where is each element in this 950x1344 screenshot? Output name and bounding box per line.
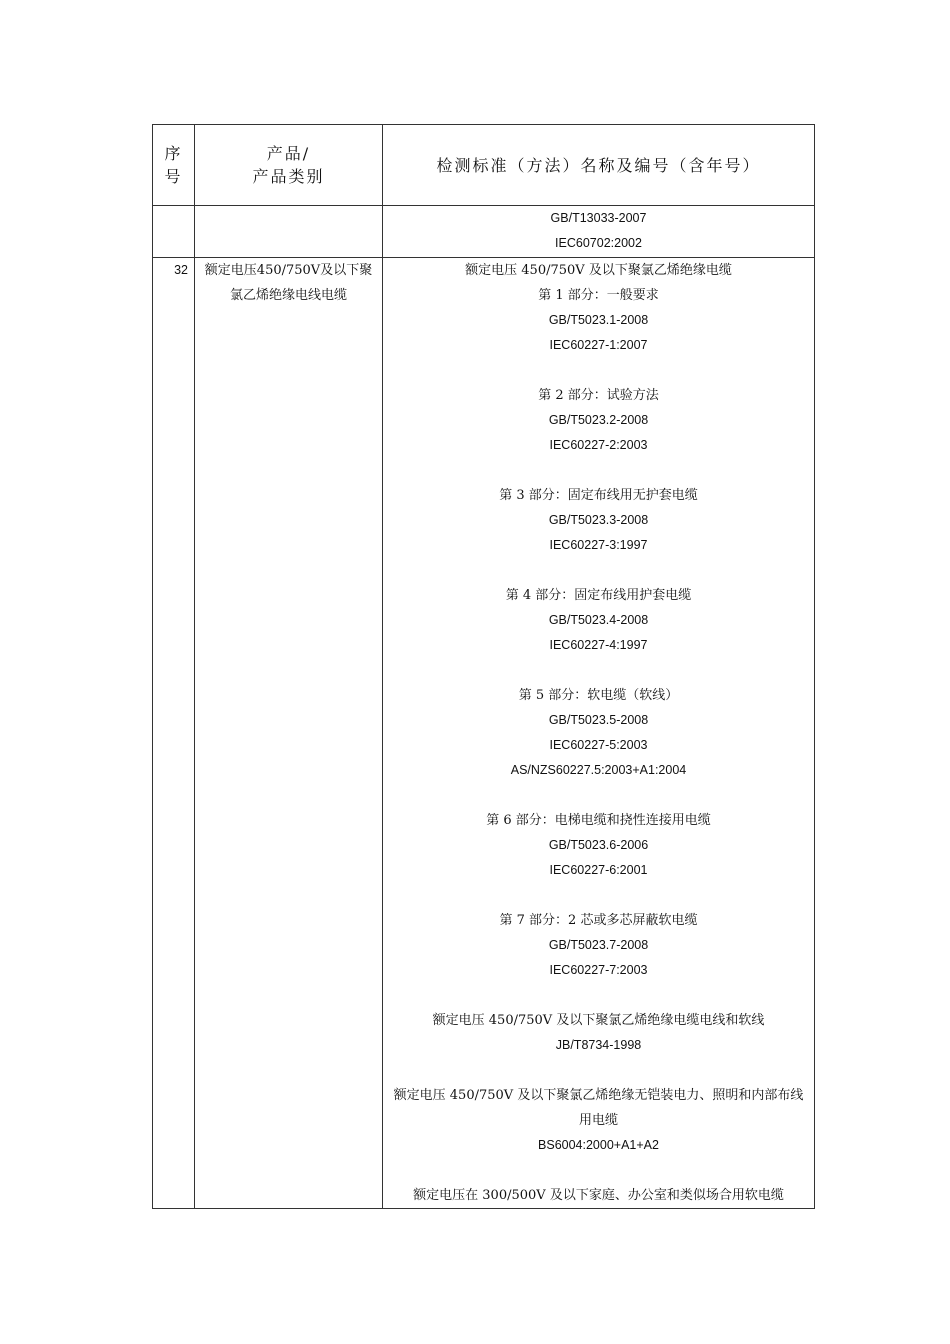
standard-line: 第 2 部分：试验方法 (538, 388, 659, 403)
standard-line: IEC60227-3:1997 (549, 538, 648, 552)
standard-line: GB/T13033-2007 (550, 211, 647, 225)
header-standard: 检测标准（方法）名称及编号（含年号） (383, 125, 815, 206)
line-spacer (383, 1058, 814, 1083)
header-seq-line-2: 号 (164, 167, 183, 186)
row-seq-cell: 32 (153, 258, 195, 1209)
line-spacer (383, 783, 814, 808)
header-product (195, 125, 383, 206)
header-row (153, 125, 815, 206)
header-product-line-1: 产品/ (266, 144, 311, 163)
standard-line: GB/T5023.2-2008 (548, 413, 649, 427)
header-product-line-2: 产品类别 (252, 167, 325, 186)
table-row-32 (153, 258, 815, 1209)
standard-line: GB/T5023.7-2008 (548, 938, 649, 952)
line-spacer (383, 883, 814, 908)
standard-line: 第 7 部分：2 芯或多芯屏蔽软电缆 (499, 913, 698, 928)
standard-line: 额定电压在 300/500V 及以下家庭、办公室和类似场合用软电缆 (413, 1188, 784, 1203)
table-row-continued (153, 206, 815, 258)
row-product-cell: 额定电压450/750V及以下聚氯乙烯绝缘电线电缆 (195, 258, 383, 1209)
standard-line: GB/T5023.5-2008 (548, 713, 649, 727)
cont-seq-cell (153, 206, 195, 258)
standard-line: 第 4 部分：固定布线用护套电缆 (505, 588, 692, 603)
line-spacer (383, 983, 814, 1008)
standard-line: IEC60227-5:2003 (549, 738, 648, 752)
standard-line: IEC60227-1:2007 (549, 338, 648, 352)
standard-line: IEC60227-7:2003 (549, 963, 648, 977)
line-spacer (383, 658, 814, 683)
cont-standard-cell (383, 206, 815, 258)
standard-line: 第 5 部分：软电缆（软线） (518, 688, 679, 703)
standard-line: 第 3 部分：固定布线用无护套电缆 (499, 488, 698, 503)
cont-product-cell (195, 206, 383, 258)
line-spacer (383, 1158, 814, 1183)
standard-line: IEC60702:2002 (555, 236, 642, 250)
standard-line: 第 6 部分：电梯电缆和挠性连接用电缆 (486, 813, 711, 828)
standard-line: 额定电压 450/750V 及以下聚氯乙烯绝缘无铠装电力、照明和内部布线用电缆 (393, 1088, 804, 1128)
standard-line: GB/T5023.1-2008 (548, 313, 649, 327)
header-seq-line-1: 序 (164, 144, 183, 163)
standard-line: IEC60227-2:2003 (549, 438, 648, 452)
standard-line: 额定电压 450/750V 及以下聚氯乙烯绝缘电缆电线和软线 (432, 1013, 765, 1028)
standard-line: GB/T5023.6-2006 (548, 838, 649, 852)
standard-line: AS/NZS60227.5:2003+A1:2004 (510, 763, 687, 777)
line-spacer (383, 358, 814, 383)
standard-line: BS6004:2000+A1+A2 (538, 1138, 659, 1152)
line-spacer (383, 558, 814, 583)
header-seq (153, 125, 195, 206)
standards-table (152, 124, 815, 1209)
standard-line: 额定电压 450/750V 及以下聚氯乙烯绝缘电缆 (465, 263, 732, 278)
row-standard-cell (383, 258, 815, 1209)
standard-line: GB/T5023.3-2008 (548, 513, 649, 527)
standard-line: 第 1 部分：一般要求 (538, 288, 659, 303)
standard-line: JB/T8734-1998 (555, 1038, 642, 1052)
line-spacer (383, 458, 814, 483)
standard-line: GB/T5023.4-2008 (548, 613, 649, 627)
standard-line: IEC60227-4:1997 (549, 638, 648, 652)
standard-line: IEC60227-6:2001 (549, 863, 648, 877)
